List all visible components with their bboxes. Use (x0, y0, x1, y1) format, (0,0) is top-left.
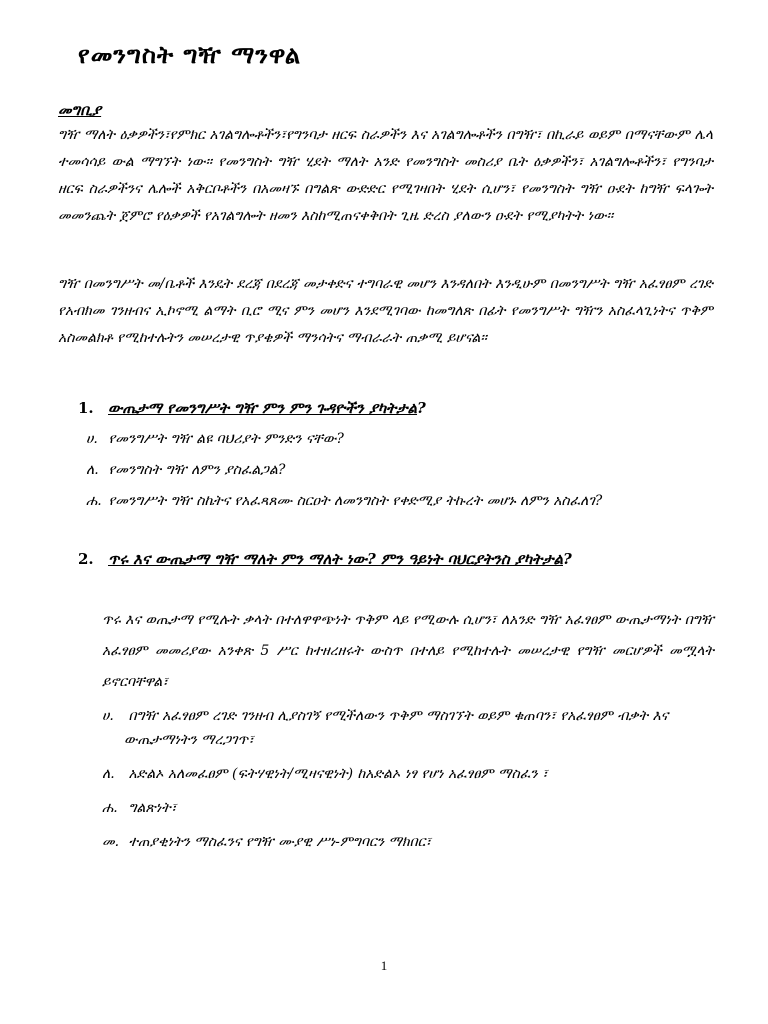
question-1-text: ውጤታማ የመንግሥት ግዥ ምን ምን ጉዳዮችን ያካትታል (108, 399, 418, 417)
list-item-label: ሐ. (86, 493, 102, 509)
question-1-heading (78, 399, 426, 417)
question-1-list (86, 426, 726, 519)
list-item (86, 426, 726, 453)
list-item (102, 762, 714, 786)
document-title: የመንግስት ግዥ ማንዋል (78, 40, 302, 69)
list-item (86, 488, 726, 515)
intro-heading: መግቢያ (58, 101, 102, 119)
list-item (102, 830, 714, 854)
intro-paragraph-1: ግዥ ማለት ዕቃዎችን፣የምክር አገልግሎቶችን፣የግንባታ ዘርፍ ስራዎችን እና አገልግሎቶችን በግዥ፣ በኪራይ ወይም በማናቸውም ሌላ ተመሳሳይ ውል ማግኘት ነው፡፡ የመንግስት ግዥ ሂደት ማለት አንድ የመንግስት መስሪያ ቤት ዕቃዎችን፣ አገልግሎቶችን፣ የግንባታ ዘርፍ ስራዎችንና ሌሎች አቅርቦቶችን በአመዛኙ በግልጽ ውድድር የሚገዛበት ሂደት ሲሆን፣ የመንግስት ግዥ ዑደት ከግዥ ፍላጐት መመንጨት ጀምሮ የዕቃዎች የአገልግሎት ዘመን እስከሚጠናቀቅበት ጊዜ ድረስ ያለውን ዑደት የሚያካትት ነው፡፡ (58, 127, 713, 224)
list-item (102, 796, 714, 820)
list-item-text: ተጠያቂነትን ማስፈንና የግዥ ሙያዊ ሥነ-ምግባርን ማክበር፣ (128, 834, 432, 850)
list-item (102, 704, 714, 752)
intro-paragraph-2: ግዥ በመንግሥት መ/ቤቶች እንዴት ደረጃ በደረጃ መታቀድና ተግባራዊ መሆን እንዳለበት እንዲሁም በመንግሥት ግዥ አፈፃፀም ረገድ የአብክመ ገንዘብና ኢኮኖሚ ልማት ቢሮ ሚና ምን መሆን እንደሚገባው ከመግለጽ በፊት የመንግሥት ግዥን አስፈላጊነትና ጥቅም አስመልክቶ የሚከተሉትን መሠረታዊ ጥያቄዎች ማንሳትና ማብራራት ጠቃሚ ይሆናል፡፡ (58, 276, 713, 346)
list-item-text: የመንግስት ግዥ ለምን ያስፈልጋል? (108, 462, 286, 478)
question-2-mark: ? (563, 550, 572, 568)
page-number: 1 (380, 958, 388, 973)
list-item-text: የመንግሥት ግዥ ልዩ ባህሪያት ምንድን ናቸው? (108, 431, 344, 447)
list-item-text: የመንግሥት ግዥ ስኬትና የአፈጻጸሙ ስርዐት ለመንግስት የቀድሚያ ትኩረት መሆኑ ለምን አስፈለገ? (108, 493, 603, 509)
question-2-heading (78, 543, 678, 576)
question-1-mark: ? (417, 399, 426, 417)
list-item-label: ለ. (86, 462, 99, 478)
list-item-text: ግልጽነት፣ (128, 800, 177, 816)
list-item-text: አድልኦ አለመፈፀም (ፍትሃዊነት/ሚዛናዊነት) ከአድልኦ ነፃ የሆነ አፈፃፀም ማስፈን ፣ (128, 766, 548, 782)
question-2-paragraph: ጥሩ እና ወጤታማ የሚሉት ቃላት በተለዋዋጭነት ጥቅም ላይ የሚውሉ ሲሆን፣ ለአንድ ግዥ አፈፃፀም ውጤታማነት በግዥ አፈፃፀም መመሪያው አንቀጽ 5 ሥር ከተዘረዘሩት ውስጥ በተለይ የሚከተሉት መሠረታዊ የግዥ መርሆዎች መሟላት ይኖርባቸዋል፣ (102, 612, 714, 690)
list-item-label: ሀ. (102, 708, 114, 724)
list-item-label: ለ. (102, 766, 115, 782)
list-item-label: ሐ. (102, 800, 118, 816)
question-2-number: 2. (78, 550, 94, 568)
principles-list (102, 704, 714, 864)
question-1-number: 1. (78, 399, 94, 417)
list-item-text: በግዥ አፈፃፀም ረገድ ገንዘብ ሊያስገኝ የሚችለውን ጥቅም ማስገኘት ወይም ቁጠባን፣ የአፈፃፀም ብቃት እና ውጤታማነትን ማረጋገጥ፣ (124, 708, 669, 748)
list-item-label: መ. (102, 834, 120, 850)
list-item-label: ሀ. (86, 431, 98, 447)
question-2-text: ጥሩ እና ውጤታማ ግዥ ማለት ምን ማለት ነው? ምን ዓይነት ባህርያትንስ ያካትታል (108, 550, 563, 568)
list-item (86, 457, 726, 484)
